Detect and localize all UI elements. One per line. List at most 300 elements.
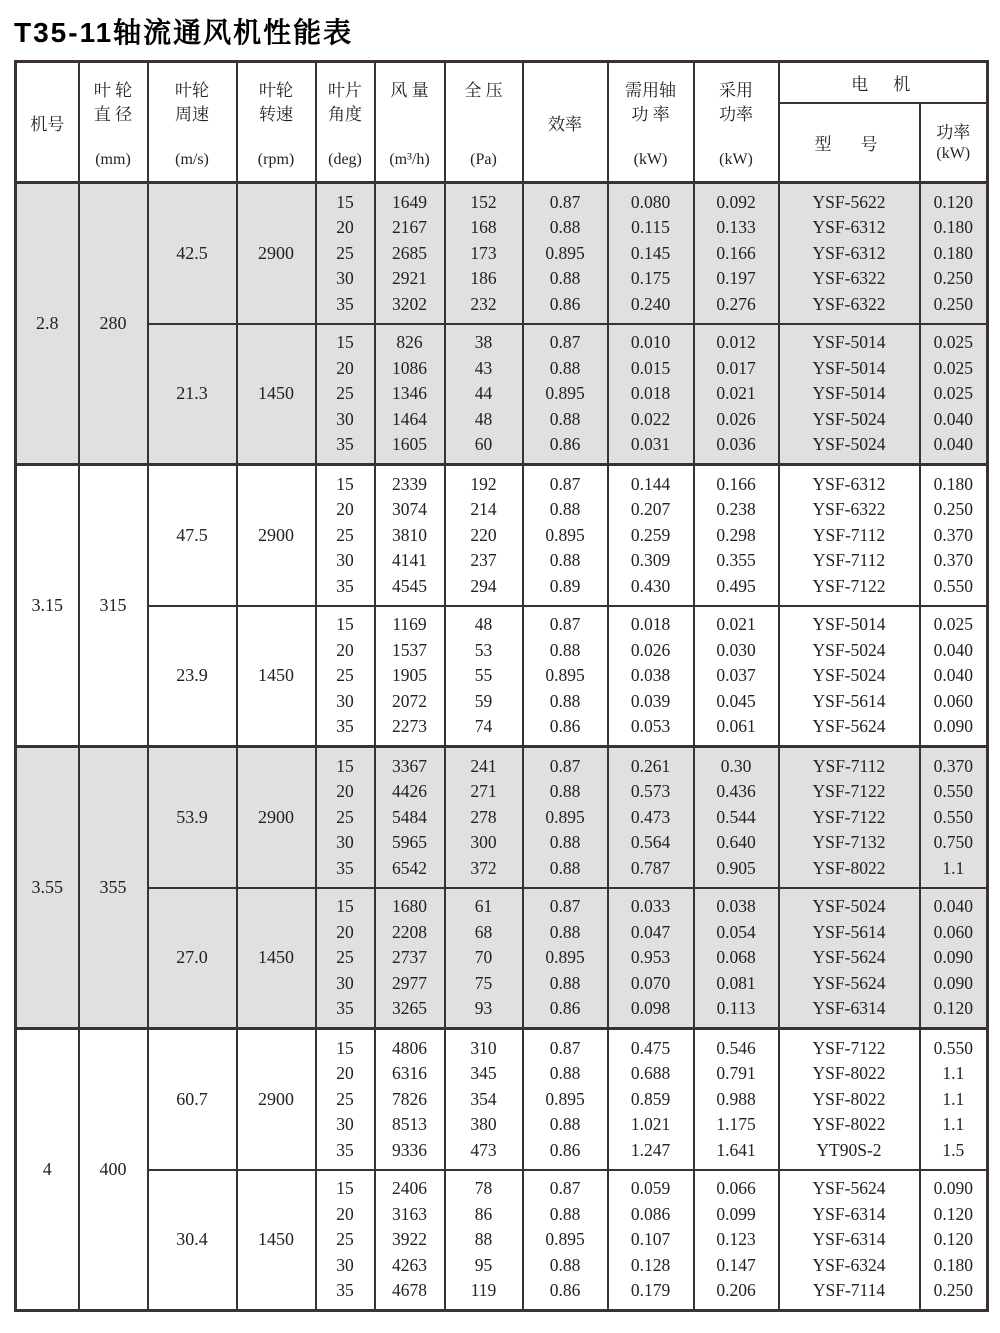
efficiency-value: 0.88	[549, 690, 581, 711]
header-speed-line1: 叶轮	[175, 81, 209, 100]
air-flow-cell	[375, 183, 445, 324]
fan-data-row	[16, 888, 988, 1029]
blade-angle-value: 15	[336, 896, 354, 916]
total-pressure-value: 44	[474, 383, 493, 403]
motor-model-value: YSF-8022	[812, 1088, 886, 1109]
fan-data-row	[16, 606, 988, 747]
total-pressure-value: 93	[474, 998, 493, 1018]
total-pressure-value: 55	[474, 665, 493, 685]
motor-power-value: 0.040	[933, 639, 973, 660]
air-flow-value: 3163	[392, 1203, 427, 1224]
motor-power-value: 0.120	[933, 1203, 973, 1224]
impeller-rpm-cell: 1450	[237, 324, 316, 465]
blade-angle-value: 15	[336, 191, 354, 212]
total-pressure-value: 88	[474, 1229, 493, 1249]
motor-power-cell	[920, 888, 988, 1029]
air-flow-value: 1605	[392, 434, 427, 454]
blade-angle-value: 25	[336, 1229, 354, 1249]
adopted-power-cell	[694, 606, 779, 747]
efficiency-value: 0.88	[549, 1203, 581, 1224]
adopted-power-cell	[694, 324, 779, 465]
motor-model-value: YSF-6312	[812, 217, 886, 237]
motor-model-value: YSF-6314	[812, 1229, 886, 1249]
shaft-power-value: 0.018	[630, 614, 671, 634]
shaft-power-value: 0.564	[630, 832, 671, 852]
air-flow-value: 2685	[392, 242, 427, 263]
motor-model-cell	[779, 324, 920, 465]
adopted-power-value: 0.133	[716, 217, 756, 237]
impeller-rpm-cell: 2900	[237, 465, 316, 606]
motor-model-value: YSF-6314	[812, 1203, 886, 1224]
header-motor	[779, 62, 988, 103]
total-pressure-cell	[445, 465, 523, 606]
efficiency-value: 0.87	[549, 332, 581, 352]
shaft-power-value: 0.309	[630, 550, 671, 570]
fan-data-row	[16, 1170, 988, 1311]
motor-model-value: YSF-5014	[812, 357, 886, 378]
total-pressure-value: 38	[474, 332, 493, 352]
air-flow-value: 1464	[392, 408, 427, 429]
shaft-power-value: 0.688	[630, 1063, 671, 1083]
motor-power-value: 1.1	[942, 1063, 965, 1083]
motor-power-value: 0.550	[933, 575, 973, 596]
total-pressure-value: 372	[470, 857, 497, 878]
motor-model-value: YSF-5024	[812, 639, 886, 660]
blade-angle-value: 20	[336, 217, 354, 237]
efficiency-cell	[523, 1170, 608, 1311]
fan-data-row	[16, 465, 988, 606]
motor-model-value: YSF-6314	[812, 998, 886, 1018]
shaft-power-value: 1.247	[630, 1139, 671, 1160]
efficiency-value: 0.895	[545, 1088, 585, 1109]
adopted-power-value: 0.054	[716, 921, 756, 942]
efficiency-value: 0.86	[549, 434, 581, 454]
efficiency-value: 0.895	[545, 665, 585, 685]
adopted-power-value: 0.436	[716, 781, 756, 801]
motor-power-value: 0.550	[933, 1037, 973, 1058]
header-flow-unit: (m³/h)	[389, 151, 430, 168]
efficiency-value: 0.88	[549, 1114, 581, 1134]
motor-power-value: 0.090	[933, 1178, 973, 1198]
adopted-power-value: 0.037	[716, 665, 756, 685]
motor-model-value: YSF-8022	[812, 1114, 886, 1134]
total-pressure-value: 68	[474, 921, 493, 942]
header-impeller-rpm	[237, 62, 316, 183]
efficiency-value: 0.88	[549, 781, 581, 801]
total-pressure-value: 310	[470, 1037, 497, 1058]
motor-power-cell	[920, 465, 988, 606]
air-flow-value: 1346	[392, 383, 427, 403]
air-flow-value: 7826	[392, 1088, 427, 1109]
air-flow-value: 4426	[392, 781, 427, 801]
motor-model-value: YSF-5614	[812, 690, 886, 711]
shaft-power-value: 0.086	[630, 1203, 671, 1224]
blade-angle-value: 30	[336, 408, 354, 429]
motor-power-value: 0.120	[933, 191, 973, 212]
motor-power-value: 0.090	[933, 972, 973, 993]
total-pressure-value: 152	[470, 191, 497, 212]
efficiency-value: 0.895	[545, 524, 585, 545]
total-pressure-value: 48	[474, 614, 493, 634]
header-pressure-unit: (Pa)	[470, 151, 497, 168]
shaft-power-value: 0.015	[630, 357, 671, 378]
blade-angle-value: 30	[336, 832, 354, 852]
adopted-power-value: 0.988	[716, 1088, 756, 1109]
blade-angle-value: 30	[336, 1254, 354, 1275]
total-pressure-value: 75	[474, 972, 493, 993]
impeller-rpm-cell: 1450	[237, 888, 316, 1029]
motor-model-value: YSF-5624	[812, 947, 886, 967]
motor-power-value: 0.090	[933, 947, 973, 967]
header-motor-power-label: 功率	[936, 123, 971, 143]
shaft-power-value: 0.475	[630, 1037, 671, 1058]
motor-power-value: 0.250	[933, 499, 973, 519]
total-pressure-value: 59	[474, 690, 493, 711]
blade-angle-value: 20	[336, 1203, 354, 1224]
blade-angle-value: 15	[336, 332, 354, 352]
air-flow-cell	[375, 1029, 445, 1170]
header-flow-label: 风 量	[390, 81, 429, 100]
adopted-power-value: 0.021	[716, 383, 756, 403]
header-motor-model	[779, 103, 920, 183]
blade-angle-value: 30	[336, 972, 354, 993]
motor-power-value: 0.040	[933, 434, 973, 454]
motor-power-value: 0.025	[933, 357, 973, 378]
shaft-power-value: 0.430	[630, 575, 671, 596]
blade-angle-value: 35	[336, 857, 354, 878]
header-rpm-unit: (rpm)	[257, 151, 295, 168]
header-machine-no	[16, 62, 79, 183]
header-efficiency-label: 效率	[548, 114, 582, 134]
motor-power-value: 0.750	[933, 832, 973, 852]
motor-power-value: 0.370	[933, 755, 973, 776]
blade-angle-cell	[316, 606, 375, 747]
air-flow-value: 5965	[392, 832, 427, 852]
motor-model-value: YSF-8022	[812, 1063, 886, 1083]
table-header	[16, 62, 988, 183]
motor-power-value: 1.1	[942, 1114, 965, 1134]
air-flow-value: 2977	[392, 972, 427, 993]
adopted-power-value: 0.045	[716, 690, 756, 711]
adopted-power-value: 0.066	[716, 1178, 756, 1198]
air-flow-value: 2208	[392, 921, 427, 942]
air-flow-value: 4545	[392, 575, 427, 596]
impeller-speed-cell: 53.9	[148, 747, 237, 888]
shaft-power-value: 0.018	[630, 383, 671, 403]
efficiency-value: 0.86	[549, 293, 581, 314]
motor-model-value: YSF-5624	[812, 972, 886, 993]
blade-angle-value: 35	[336, 293, 354, 314]
blade-angle-value: 30	[336, 1114, 354, 1134]
air-flow-value: 2273	[392, 716, 427, 736]
adopted-power-value: 0.30	[720, 755, 752, 776]
header-motor-label: 电 机	[851, 74, 915, 94]
header-impeller-diameter	[79, 62, 148, 183]
motor-power-value: 0.180	[933, 242, 973, 263]
adopted-power-value: 0.092	[716, 191, 756, 212]
efficiency-value: 0.88	[549, 1063, 581, 1083]
shaft-power-cell	[608, 465, 694, 606]
motor-power-value: 0.025	[933, 383, 973, 403]
motor-power-value: 0.550	[933, 806, 973, 827]
shaft-power-cell	[608, 183, 694, 324]
total-pressure-value: 53	[474, 639, 493, 660]
efficiency-value: 0.86	[549, 998, 581, 1018]
air-flow-value: 1086	[392, 357, 427, 378]
header-motor-model-label: 型 号	[814, 134, 884, 154]
page-title: T35-11轴流通风机性能表	[14, 17, 354, 48]
total-pressure-value: 60	[474, 434, 493, 454]
blade-angle-cell	[316, 1029, 375, 1170]
impeller-speed-cell: 47.5	[148, 465, 237, 606]
adopted-power-value: 1.175	[716, 1114, 756, 1134]
motor-power-value: 0.250	[933, 293, 973, 314]
header-blade-angle	[316, 62, 375, 183]
efficiency-cell	[523, 1029, 608, 1170]
motor-model-cell	[779, 1029, 920, 1170]
adopted-power-value: 0.068	[716, 947, 756, 967]
motor-power-value: 0.370	[933, 524, 973, 545]
efficiency-value: 0.88	[549, 832, 581, 852]
motor-model-cell	[779, 1170, 920, 1311]
total-pressure-value: 43	[474, 357, 493, 378]
impeller-speed-cell: 23.9	[148, 606, 237, 747]
blade-angle-value: 25	[336, 383, 354, 403]
motor-power-value: 0.120	[933, 998, 973, 1018]
header-machine-no-label: 机号	[30, 114, 65, 134]
efficiency-value: 0.88	[549, 499, 581, 519]
efficiency-value: 0.87	[549, 614, 581, 634]
air-flow-value: 6316	[392, 1063, 427, 1083]
total-pressure-value: 86	[474, 1203, 493, 1224]
adopted-power-value: 0.197	[716, 268, 756, 288]
header-rpm-line1: 叶轮	[259, 81, 293, 100]
efficiency-value: 0.88	[549, 857, 581, 878]
motor-power-value: 0.025	[933, 614, 973, 634]
air-flow-value: 4141	[392, 550, 427, 570]
shaft-power-cell	[608, 1170, 694, 1311]
efficiency-value: 0.88	[549, 357, 581, 378]
shaft-power-value: 0.573	[630, 781, 671, 801]
impeller-speed-cell: 42.5	[148, 183, 237, 324]
efficiency-value: 0.895	[545, 806, 585, 827]
total-pressure-cell	[445, 747, 523, 888]
shaft-power-value: 1.021	[630, 1114, 671, 1134]
header-rpm-line2: 转速	[259, 105, 293, 124]
shaft-power-cell	[608, 1029, 694, 1170]
motor-model-cell	[779, 888, 920, 1029]
blade-angle-value: 15	[336, 473, 354, 494]
efficiency-value: 0.88	[549, 268, 581, 288]
header-shaft-power-line2: 功 率	[631, 105, 670, 124]
blade-angle-value: 30	[336, 268, 354, 288]
adopted-power-value: 0.147	[716, 1254, 756, 1275]
total-pressure-value: 119	[470, 1280, 497, 1300]
total-pressure-value: 300	[470, 832, 497, 852]
motor-power-value: 0.180	[933, 217, 973, 237]
shaft-power-value: 0.261	[630, 755, 671, 776]
adopted-power-cell	[694, 747, 779, 888]
header-efficiency	[523, 62, 608, 183]
shaft-power-cell	[608, 747, 694, 888]
efficiency-value: 0.87	[549, 1037, 581, 1058]
motor-power-value: 0.370	[933, 550, 973, 570]
efficiency-value: 0.86	[549, 716, 581, 736]
efficiency-value: 0.87	[549, 896, 581, 916]
air-flow-value: 1680	[392, 896, 427, 916]
adopted-power-value: 0.036	[716, 434, 756, 454]
efficiency-value: 0.88	[549, 550, 581, 570]
motor-power-cell	[920, 324, 988, 465]
blade-angle-value: 15	[336, 1037, 354, 1058]
blade-angle-value: 20	[336, 781, 354, 801]
air-flow-value: 3202	[392, 293, 427, 314]
adopted-power-value: 0.544	[716, 806, 756, 827]
motor-model-value: YSF-7132	[812, 832, 886, 852]
blade-angle-cell	[316, 1170, 375, 1311]
blade-angle-value: 20	[336, 639, 354, 660]
header-diameter-unit: (mm)	[95, 151, 131, 168]
shaft-power-value: 0.787	[630, 857, 671, 878]
blade-angle-value: 20	[336, 921, 354, 942]
total-pressure-value: 192	[470, 473, 497, 494]
motor-model-value: YSF-6312	[812, 473, 886, 494]
motor-model-value: YSF-7112	[812, 550, 886, 570]
total-pressure-cell	[445, 1170, 523, 1311]
total-pressure-value: 186	[470, 268, 497, 288]
header-diameter-line1: 叶 轮	[93, 81, 133, 100]
shaft-power-cell	[608, 888, 694, 1029]
air-flow-cell	[375, 324, 445, 465]
motor-model-value: YSF-6322	[812, 268, 886, 288]
header-angle-line1: 叶片	[328, 81, 362, 100]
motor-model-value: YSF-8022	[812, 857, 886, 878]
fan-data-row	[16, 747, 988, 888]
shaft-power-value: 0.070	[630, 972, 671, 993]
impeller-rpm-cell: 1450	[237, 1170, 316, 1311]
motor-model-value: YSF-6322	[812, 499, 886, 519]
total-pressure-cell	[445, 1029, 523, 1170]
efficiency-value: 0.895	[545, 383, 585, 403]
motor-power-value: 0.060	[933, 921, 973, 942]
total-pressure-value: 345	[470, 1063, 497, 1083]
efficiency-cell	[523, 465, 608, 606]
adopted-power-value: 0.640	[716, 832, 756, 852]
motor-model-value: YSF-5622	[812, 191, 886, 212]
air-flow-value: 9336	[392, 1139, 427, 1160]
header-diameter-line2: 直 径	[93, 105, 133, 124]
motor-power-cell	[920, 183, 988, 324]
shaft-power-value: 0.026	[630, 639, 671, 660]
total-pressure-value: 220	[470, 524, 497, 545]
shaft-power-value: 0.053	[630, 716, 671, 736]
motor-model-value: YSF-7122	[812, 806, 886, 827]
motor-model-cell	[779, 465, 920, 606]
adopted-power-value: 0.298	[716, 524, 756, 545]
fan-performance-table	[14, 60, 989, 1312]
motor-model-value: YSF-7122	[812, 575, 886, 596]
shaft-power-value: 0.240	[630, 293, 671, 314]
blade-angle-value: 35	[336, 1139, 354, 1160]
motor-model-value: YSF-5024	[812, 434, 886, 454]
impeller-speed-cell: 21.3	[148, 324, 237, 465]
air-flow-value: 3922	[392, 1229, 427, 1249]
air-flow-value: 826	[396, 332, 423, 352]
blade-angle-value: 20	[336, 357, 354, 378]
air-flow-value: 2406	[392, 1178, 427, 1198]
header-air-flow	[375, 62, 445, 183]
table-body	[16, 183, 988, 1311]
shaft-power-value: 0.047	[630, 921, 671, 942]
motor-model-value: YSF-5614	[812, 921, 886, 942]
impeller-diameter-cell: 400	[79, 1029, 148, 1311]
total-pressure-value: 241	[470, 755, 497, 776]
blade-angle-value: 35	[336, 575, 354, 596]
blade-angle-value: 15	[336, 755, 354, 776]
adopted-power-value: 0.017	[716, 357, 756, 378]
blade-angle-value: 20	[336, 1063, 354, 1083]
machine-no-cell: 4	[16, 1029, 79, 1311]
total-pressure-value: 214	[470, 499, 497, 519]
efficiency-value: 0.87	[549, 473, 581, 494]
shaft-power-value: 0.098	[630, 998, 671, 1018]
adopted-power-value: 0.355	[716, 550, 756, 570]
efficiency-cell	[523, 888, 608, 1029]
efficiency-value: 0.88	[549, 1254, 581, 1275]
blade-angle-value: 35	[336, 1280, 354, 1300]
adopted-power-cell	[694, 888, 779, 1029]
shaft-power-value: 0.080	[630, 191, 671, 212]
header-motor-power	[920, 103, 988, 183]
motor-power-value: 0.060	[933, 690, 973, 711]
air-flow-cell	[375, 465, 445, 606]
header-pressure-label: 全 压	[464, 81, 503, 100]
impeller-speed-cell: 60.7	[148, 1029, 237, 1170]
air-flow-value: 3074	[392, 499, 427, 519]
motor-model-value: YSF-5624	[812, 1178, 886, 1198]
header-speed-line2: 周速	[175, 105, 209, 124]
air-flow-value: 2921	[392, 268, 427, 288]
fan-data-row	[16, 324, 988, 465]
motor-power-cell	[920, 747, 988, 888]
total-pressure-value: 74	[474, 716, 493, 736]
motor-power-value: 1.1	[942, 857, 965, 878]
adopted-power-value: 0.905	[716, 857, 756, 878]
adopted-power-value: 0.495	[716, 575, 756, 596]
motor-power-value: 1.1	[942, 1088, 965, 1109]
air-flow-value: 3367	[392, 755, 427, 776]
adopted-power-value: 0.021	[716, 614, 756, 634]
blade-angle-value: 25	[336, 806, 354, 827]
adopted-power-value: 0.238	[716, 499, 756, 519]
header-angle-line2: 角度	[328, 105, 362, 124]
adopted-power-cell	[694, 183, 779, 324]
blade-angle-cell	[316, 183, 375, 324]
air-flow-value: 2072	[392, 690, 427, 711]
motor-power-cell	[920, 606, 988, 747]
header-motor-power-unit: (kW)	[936, 145, 971, 163]
motor-model-value: YSF-6312	[812, 242, 886, 263]
motor-model-value: YSF-5024	[812, 896, 886, 916]
total-pressure-value: 473	[470, 1139, 497, 1160]
header-impeller-speed	[148, 62, 237, 183]
air-flow-value: 1905	[392, 665, 427, 685]
shaft-power-value: 0.953	[630, 947, 671, 967]
shaft-power-value: 0.175	[630, 268, 671, 288]
blade-angle-value: 25	[336, 947, 354, 967]
shaft-power-value: 0.859	[630, 1088, 671, 1109]
total-pressure-cell	[445, 888, 523, 1029]
